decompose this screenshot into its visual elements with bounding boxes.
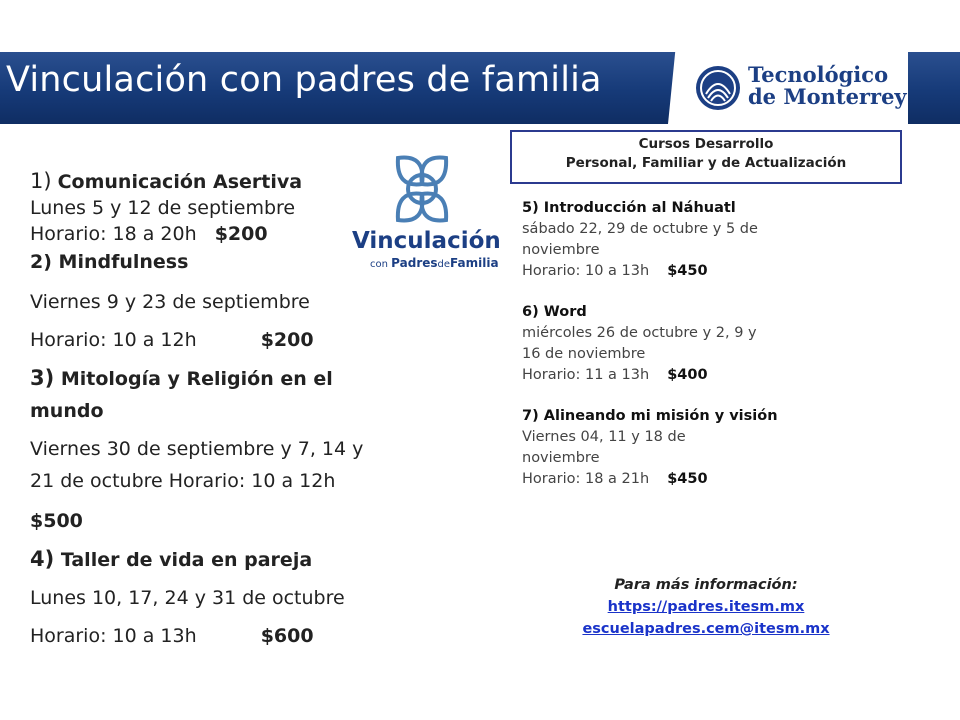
course-6-date-cont: 16 de noviembre — [522, 346, 646, 362]
course-3-number: 3) — [30, 366, 55, 390]
course-6-hours: Horario: 11 a 13h — [522, 367, 650, 383]
box-line-2: Personal, Familiar y de Actualización — [565, 155, 847, 171]
course-7-date-cont: noviembre — [522, 450, 600, 466]
course-7-title: 7) Alineando mi misión y visión — [522, 408, 778, 424]
course-3-price-line — [30, 508, 420, 534]
course-2-title — [30, 249, 420, 275]
course-2-date: Viernes 9 y 23 de septiembre — [30, 291, 310, 313]
course-1-schedule — [30, 221, 420, 247]
course-2-price: $200 — [260, 329, 314, 351]
course-1-price: $200 — [214, 223, 268, 245]
course-7 — [522, 406, 862, 490]
course-3-title-cont: mundo — [30, 400, 104, 422]
course-2-number: 2) — [30, 251, 52, 273]
course-5-hours: Horario: 10 a 13h — [522, 263, 650, 279]
vinculacion-logo-title: Vinculación — [352, 228, 501, 254]
course-4-number: 4) — [30, 547, 55, 571]
course-5-date: sábado 22, 29 de octubre y 5 de — [522, 221, 758, 237]
brand-line-2: de Monterrey — [748, 84, 907, 109]
contact-info — [510, 574, 902, 640]
course-3-date-cont: 21 de octubre Horario: 10 a 12h — [30, 470, 336, 492]
box-line-1: Cursos Desarrollo — [638, 136, 774, 152]
left-course-list — [30, 168, 420, 649]
website-link[interactable]: https://padres.itesm.mx — [607, 599, 805, 615]
page-title: Vinculación con padres de familia — [6, 60, 602, 100]
course-7-hours: Horario: 18 a 21h — [522, 471, 650, 487]
course-7-price: $450 — [667, 471, 708, 487]
course-1-hours: Horario: 18 a 20h — [30, 223, 197, 245]
course-6-schedule — [522, 365, 862, 386]
brand-line-1: Tecnológico — [748, 62, 889, 87]
course-1-name: Comunicación Asertiva — [57, 171, 303, 193]
course-2-hours: Horario: 10 a 12h — [30, 329, 197, 351]
course-6 — [522, 302, 862, 386]
course-6-date: miércoles 26 de octubre y 2, 9 y — [522, 325, 757, 341]
course-5 — [522, 198, 862, 282]
course-3-date: Viernes 30 de septiembre y 7, 14 y — [30, 438, 364, 460]
course-7-schedule — [522, 469, 862, 490]
course-6-title: 6) Word — [522, 304, 587, 320]
course-5-price: $450 — [667, 263, 708, 279]
vinc-sub-padres: Padres — [391, 256, 438, 270]
course-6-price: $400 — [667, 367, 708, 383]
course-2-schedule — [30, 327, 420, 353]
course-3-name: Mitología y Religión en el — [60, 368, 333, 390]
course-1-number: 1) — [30, 169, 52, 193]
info-title: Para más información: — [614, 577, 798, 593]
course-4-date: Lunes 10, 17, 24 y 31 de octubre — [30, 587, 345, 609]
email-link[interactable]: escuelapadres.cem@itesm.mx — [582, 621, 830, 637]
course-1-title — [30, 168, 420, 195]
course-5-schedule — [522, 261, 862, 282]
course-5-title: 5) Introducción al Náhuatl — [522, 200, 736, 216]
right-course-list — [522, 198, 862, 510]
course-2-name: Mindfulness — [58, 251, 189, 273]
course-1-date: Lunes 5 y 12 de septiembre — [30, 197, 296, 219]
course-4-schedule — [30, 623, 420, 649]
course-4-price: $600 — [260, 625, 314, 647]
course-4-hours: Horario: 10 a 13h — [30, 625, 197, 647]
vinc-sub-familia: Familia — [450, 256, 499, 270]
tec-seal-icon — [694, 64, 742, 112]
course-4-name: Taller de vida en pareja — [60, 549, 313, 571]
course-4-title — [30, 546, 420, 573]
course-7-date: Viernes 04, 11 y 18 de — [522, 429, 686, 445]
brand-name — [748, 64, 907, 108]
course-3-title — [30, 365, 420, 392]
vinc-sub-de: de — [437, 259, 451, 270]
courses-category-box — [510, 130, 902, 184]
course-5-date-cont: noviembre — [522, 242, 600, 258]
vinc-sub-con: con — [370, 259, 388, 270]
course-3-price: $500 — [30, 510, 83, 532]
